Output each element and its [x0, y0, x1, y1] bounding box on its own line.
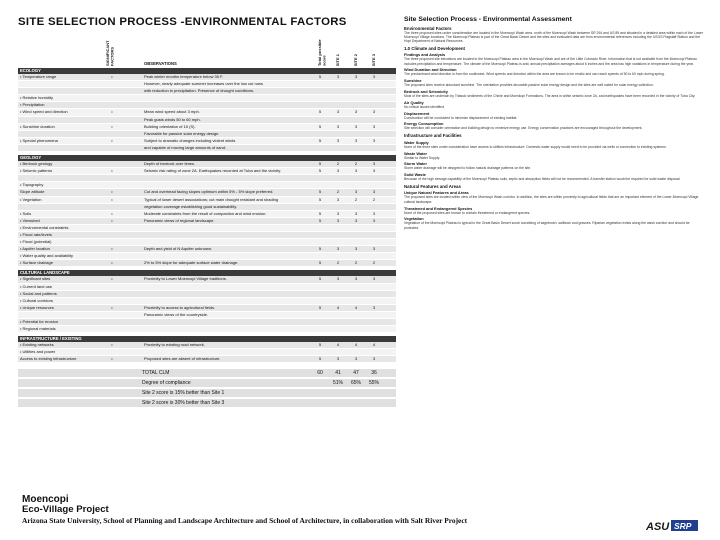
significance-dot: •: [111, 196, 113, 202]
factor-table: [18, 68, 396, 366]
site2-score-cell: 3: [354, 356, 358, 362]
total-possible-cell: 5: [318, 246, 322, 252]
comparison-note-2: Site 2 score is 30% better than Site 3: [18, 399, 396, 407]
assessment-subheading: Vegetation: [404, 216, 424, 222]
environmental-factors-panel: [18, 16, 396, 409]
col-observations: OBSERVATIONS: [144, 61, 177, 66]
right-title: Site Selection Process - Environmental Assessment: [404, 16, 572, 23]
factor-cell: • Special phenomena: [20, 137, 58, 143]
factor-cell: • Bedrock geology: [20, 161, 53, 167]
site2-score-cell: 4: [354, 304, 358, 310]
site3-score-cell: 3: [372, 210, 376, 216]
factor-cell: • Vegetation: [20, 196, 42, 202]
site2-score-cell: 3: [354, 217, 358, 223]
site1-score-cell: 3: [336, 217, 340, 223]
table-row: [18, 168, 396, 175]
factor-cell: • Surface drainage: [20, 260, 53, 266]
total-site2-value: 47: [353, 370, 359, 377]
table-row: [18, 81, 396, 88]
col-total-possible: Total possible score: [317, 39, 327, 66]
factor-cell: • Wind speed and direction: [20, 109, 68, 115]
total-possible-cell: 5: [318, 109, 322, 115]
assessment-paragraph: Because of the high sewage capability of the Moencopi Plateau soils, septic and absorption fields will not be recommended. A transfer station would be required for solid waste disposal.: [404, 177, 681, 182]
observation-cell: Seismic risk rating of zone 2A. Earthquakes recorded at Tuba and the vicinity.: [144, 168, 282, 174]
factor-section: [18, 68, 396, 152]
total-possible-value: 60: [317, 370, 323, 377]
significance-dot: •: [111, 276, 113, 282]
table-row: [18, 211, 396, 218]
comparison-note-1: Site 2 score is 15% better than Site 1: [18, 389, 396, 397]
factor-cell: • Social and patterns: [20, 290, 57, 296]
table-row: [18, 197, 396, 204]
assessment-subheading: Threatened and Endangered Species: [404, 205, 473, 211]
table-row: [18, 189, 396, 196]
table-row: [18, 124, 396, 131]
factor-cell: Slope attitude: [20, 189, 45, 195]
observation-cell: 2% to 5% slope for adequate surface water drainage.: [144, 260, 239, 266]
factor-cell: • Significant sites: [20, 276, 51, 282]
factor-cell: • Potential for erosion: [20, 319, 59, 324]
total-row: [18, 369, 396, 377]
significance-dot: •: [111, 246, 113, 252]
significance-dot: •: [111, 304, 113, 310]
table-row: [18, 276, 396, 283]
factor-cell: • Utilities and power: [20, 349, 56, 355]
compliance-row: [18, 379, 396, 387]
assessment-subheading: Displacement: [404, 110, 430, 116]
assessment-subheading: Unique Natural Features and Areas: [404, 190, 469, 196]
total-possible-cell: 5: [318, 260, 322, 266]
factor-cell: • Flood rate/levels: [20, 231, 52, 237]
assessment-heading: 1.0 Climate and Development: [404, 45, 465, 51]
significance-dot: •: [111, 74, 113, 79]
site1-score-cell: 3: [336, 196, 340, 202]
table-row: [18, 225, 396, 232]
assessment-heading: Natural Features and Areas: [404, 183, 461, 189]
assessment-paragraph: None of the proposed sites are known to contain threatened or endangered species.: [404, 210, 531, 215]
compliance-site3-value: 55%: [368, 380, 379, 387]
site2-score-cell: 2: [354, 260, 358, 266]
factor-cell: • Cultural corridors: [20, 297, 53, 303]
observation-cell: Moderate constraints from the result of compaction and wind erosion.: [144, 210, 267, 216]
assessment-subheading: Waste Water: [404, 150, 428, 156]
observation-cell: Proximity to Lower Moencopi Village traditions.: [144, 276, 227, 282]
factor-cell: • Aquifer location: [20, 246, 50, 252]
site1-score-cell: 2: [336, 161, 340, 167]
left-title: SITE SELECTION PROCESS -ENVIRONMENTAL FACTORS: [18, 16, 347, 28]
table-row: [18, 342, 396, 349]
project-name-line1: Moencopi: [22, 494, 69, 505]
observation-cell: and capable of moving large amounts of sand.: [144, 144, 227, 150]
site1-score-cell: 4: [336, 342, 340, 348]
total-site3-value: 36: [371, 370, 377, 377]
table-row: [18, 246, 396, 253]
assessment-subheading: Storm Water: [404, 161, 427, 167]
table-row: [18, 284, 396, 291]
table-row: [18, 88, 396, 95]
observation-cell: with reduction in precipitation. Presence of drought conditions.: [144, 88, 255, 94]
total-possible-cell: 5: [318, 196, 322, 202]
table-row: [18, 161, 396, 168]
assessment-subheading: Energy Consumption: [404, 121, 444, 127]
table-row: [18, 117, 396, 124]
factor-section: [18, 270, 396, 333]
site3-score-cell: 3: [372, 217, 376, 223]
site1-score-cell: 3: [336, 276, 340, 282]
factor-cell: • Water quality and availability: [20, 253, 74, 259]
assessment-paragraph: The predominant wind direction is from the southwest. Wind speeds and direction within the area are known to be erratic and can reach speeds of 50 to 60 mph during spring.: [404, 72, 665, 77]
significance-dot: •: [111, 109, 113, 115]
compliance-label: Degree of compliance: [142, 380, 191, 387]
site2-score-cell: 3: [354, 189, 358, 195]
col-site-3: SITE 3: [371, 53, 376, 66]
factor-cell: • Viewshed: [20, 217, 40, 223]
factor-section: [18, 155, 396, 267]
observation-cell: Depth and yield of N Aquifer unknown.: [144, 246, 213, 252]
site3-score-cell: 4: [372, 342, 376, 348]
table-row: [18, 138, 396, 145]
assessment-paragraph: Storm water drainage will be designed to follow natural drainage patterns on the site.: [404, 166, 532, 171]
environmental-assessment-panel: [404, 16, 704, 230]
site2-score-cell: 3: [354, 137, 358, 143]
table-column-headers: [18, 30, 396, 68]
site3-score-cell: 2: [372, 260, 376, 266]
assessment-subheading: Solid Waste: [404, 172, 426, 178]
site3-score-cell: 3: [372, 74, 376, 79]
factor-cell: • Seismic patterns: [20, 168, 53, 174]
total-possible-cell: 5: [318, 276, 322, 282]
total-possible-cell: 5: [318, 210, 322, 216]
site2-score-cell: 3: [354, 210, 358, 216]
observation-cell: Cut and overhead facing slopes optimum within 5% - 5% slope preferred.: [144, 189, 274, 195]
assessment-paragraph: Similar to Water Supply.: [404, 155, 440, 160]
site1-score-cell: 3: [336, 109, 340, 115]
factor-cell: • Existing networks: [20, 342, 54, 348]
compliance-site1-value: 51%: [332, 380, 343, 387]
table-row: [18, 305, 396, 312]
observation-cell: Proximity to existing road network.: [144, 342, 205, 348]
compliance-site2-value: 65%: [350, 380, 361, 387]
total-possible-cell: 5: [318, 304, 322, 310]
site1-score-cell: 2: [336, 189, 340, 195]
table-row: [18, 218, 396, 225]
site2-score-cell: 3: [354, 74, 358, 79]
observation-cell: Favorable for passive solar energy design.: [144, 130, 220, 136]
assessment-subheading: Findings and Analysis: [404, 52, 446, 58]
observation-cell: Depth of bedrock over times.: [144, 161, 196, 167]
section-header: GEOLOGY: [18, 155, 396, 161]
assessment-paragraph: No critical issues identified.: [404, 104, 445, 109]
significance-dot: •: [111, 217, 113, 223]
project-footer: [22, 494, 467, 525]
table-row: [18, 145, 396, 152]
factor-cell: • Temperature range: [20, 74, 57, 79]
site1-score-cell: 3: [336, 168, 340, 174]
significance-dot: •: [111, 189, 113, 195]
table-row: [18, 326, 396, 333]
table-row: [18, 131, 396, 138]
assessment-subheading: Wind Duration and Direction: [404, 67, 457, 73]
assessment-paragraph: Construction will be conducted to minimize displacement of existing habitat.: [404, 115, 518, 120]
factor-cell: • Current land use: [20, 283, 53, 289]
assessment-paragraph: Most of the sites are underlain by Triassic sediments of the Chinle and Moenkopi Formations. The area is within seismic zone 2A, and earthquakes have been recorded in the vicinity of Tuba City.: [404, 94, 696, 99]
factor-section: [18, 336, 396, 363]
factor-cell: • Unique resources: [20, 304, 54, 310]
table-row: [18, 74, 396, 81]
assessment-paragraph: The proposed sites receive abundant sunshine. The orientation provides favorable passive solar energy design and the sites are well suited for solar energy collection.: [404, 83, 654, 88]
collaboration-credit: Arizona State University, School of Planning and Landscape Architecture and School of Architecture, in collaboration with Salt River Project: [22, 516, 468, 525]
observation-cell: Panoramic views of the countryside.: [144, 311, 209, 317]
significance-dot: •: [111, 137, 113, 143]
observation-cell: vegetation coverage establishing good sustainability.: [144, 203, 238, 209]
table-row: [18, 204, 396, 211]
srp-logo-text: SRP: [674, 521, 692, 531]
site3-score-cell: 3: [372, 189, 376, 195]
table-row: [18, 253, 396, 260]
site1-score-cell: 3: [336, 123, 340, 129]
assessment-subheading: Air Quality: [404, 99, 424, 105]
factor-cell: • Topography: [20, 182, 44, 188]
observation-cell: Proposed sites are absent of infrastructure.: [144, 356, 221, 362]
total-possible-cell: 5: [318, 74, 322, 79]
observation-cell: Mean wind speed about 3 mph.: [144, 109, 200, 115]
table-row: [18, 232, 396, 239]
table-row: [18, 95, 396, 102]
table-row: [18, 291, 396, 298]
table-row: [18, 260, 396, 267]
total-possible-cell: 5: [318, 217, 322, 223]
site2-score-cell: 3: [354, 246, 358, 252]
assessment-paragraph: The three proposed sites under consideration are located in the Moencopi Wash area, north of the Moencopi Wash between SR 264 and US 89 and situated in a detailed area within each of the Lower Moencopi Village locations. The Moencopi Plateau is part of the Great Basin Desert and the sites and evaluated data are from environmental references including the USGS Flagstaff Station and the Hopi Department of Natural Resources.: [404, 30, 704, 44]
factor-cell: • Regional materials: [20, 326, 56, 332]
total-possible-cell: 5: [318, 168, 322, 174]
site1-score-cell: 3: [336, 246, 340, 252]
factor-cell: • Sunshine duration: [20, 123, 55, 129]
table-row: [18, 102, 396, 109]
site3-score-cell: 3: [372, 276, 376, 282]
significance-dot: •: [111, 123, 113, 129]
table-row: [18, 175, 396, 182]
table-row: [18, 349, 396, 356]
observation-cell: Typical of lower desert associations; cut main drought resistant and shading: [144, 196, 279, 202]
site1-score-cell: 3: [336, 137, 340, 143]
site3-score-cell: 3: [372, 161, 376, 167]
site2-score-cell: 3: [354, 109, 358, 115]
significance-dot: •: [111, 260, 113, 266]
site1-score-cell: 3: [336, 356, 340, 362]
col-significant-factors: SIGNIFICANT FACTORS: [105, 40, 115, 66]
factor-cell: • Soils: [20, 210, 32, 216]
site1-score-cell: 3: [336, 210, 340, 216]
factor-cell: • Environmental constraints: [20, 224, 69, 230]
observation-cell: Subject to dramatic changes including violent winds: [144, 137, 236, 143]
assessment-paragraph: The three proposed site elevations are located in the Moencopi Plateau area in the Moencopi Wash and are of the Little Colorado River. Information that is not available from the Moencopi Plateau includes precipitation and temperature. The climate of the Moencopi Plateau is arid; annual precipitation averages about 6 inches and the area has high variations in temperature during the year.: [404, 57, 697, 66]
observation-cell: However, nearly adequate summer increases over the low cut rows: [144, 81, 263, 87]
site3-score-cell: 3: [372, 137, 376, 143]
total-label: TOTAL CLM: [142, 370, 170, 377]
section-header: INFRASTRUCTURE / EXISTING: [18, 336, 396, 342]
factor-cell: • Relative humidity: [20, 95, 53, 101]
assessment-heading: Environmental Factors: [404, 25, 452, 31]
site1-score-cell: 3: [336, 74, 340, 79]
table-row: [18, 312, 396, 319]
site2-score-cell: 4: [354, 342, 358, 348]
factor-cell: • Flood (potential): [20, 239, 52, 245]
observation-cell: Peak winter months temperature below 35 F.: [144, 74, 224, 79]
site3-score-cell: 3: [372, 246, 376, 252]
total-possible-cell: 5: [318, 137, 322, 143]
site3-score-cell: 2: [372, 196, 376, 202]
observation-cell: Panoramic views of regional landscape.: [144, 217, 215, 223]
assessment-subheading: Sunshine: [404, 78, 422, 84]
total-possible-cell: 5: [318, 161, 322, 167]
significance-dot: •: [111, 342, 113, 348]
total-possible-cell: 5: [318, 189, 322, 195]
assessment-paragraph: Vegetation of the Moencopi Plateau is typical to the Great Basin Desert scrub consisting of sagebrush, saltbush and grasses. Riparian vegetation exists along the wash corridor and should be protected.: [404, 221, 690, 230]
factor-cell: Access to existing infrastructure: [20, 356, 77, 362]
site3-score-cell: 3: [372, 356, 376, 362]
assessment-subheading: Water Supply: [404, 139, 429, 145]
table-row: [18, 109, 396, 116]
table-row: [18, 319, 396, 326]
observation-cell: Building orientation of 15 (S).: [144, 123, 196, 129]
assessment-subheading: Bedrock and Seismicity: [404, 89, 448, 95]
assessment-heading: Infrastructure and Facilities: [404, 133, 462, 139]
col-site-1: SITE 1: [335, 53, 340, 66]
site3-score-cell: 3: [372, 123, 376, 129]
total-site1-value: 41: [335, 370, 341, 377]
table-row: [18, 298, 396, 305]
significance-dot: •: [111, 356, 113, 362]
site2-score-cell: 2: [354, 161, 358, 167]
significance-dot: •: [111, 168, 113, 174]
site3-score-cell: 3: [372, 168, 376, 174]
assessment-paragraph: The proposed sites are located within view of the Moencopi Wash corridor. In addition, the sites are within proximity to agricultural fields that are an important element of the Lower Moencopi Village cultural landscape.: [404, 195, 699, 204]
factor-cell: • Precipitation: [20, 102, 45, 108]
observation-cell: Peak gusts winds 50 to 60 mph.: [144, 116, 201, 122]
site3-score-cell: 3: [372, 109, 376, 115]
section-header: CULTURAL LANDSCAPE: [18, 270, 396, 276]
total-possible-cell: 5: [318, 342, 322, 348]
asu-logo-text: ASU: [646, 521, 670, 532]
site3-score-cell: 3: [372, 304, 376, 310]
total-possible-cell: 5: [318, 356, 322, 362]
total-possible-cell: 5: [318, 123, 322, 129]
significance-dot: •: [111, 210, 113, 216]
asu-srp-logo-icon: [646, 519, 698, 532]
project-name-line2: Eco-Village Project: [22, 504, 109, 515]
section-header: ECOLOGY: [18, 68, 396, 74]
table-row: [18, 239, 396, 246]
site2-score-cell: 2: [354, 196, 358, 202]
section-gap: [18, 363, 396, 366]
col-site-2: SITE 2: [353, 53, 358, 66]
site2-score-cell: 3: [354, 276, 358, 282]
assessment-paragraph: None of the three sites under consideration have access to utilities infrastructure. Domestic water supply would need to be provided via wells or connection to existing systems.: [404, 144, 667, 149]
table-row: [18, 356, 396, 363]
site1-score-cell: 4: [336, 304, 340, 310]
table-row: [18, 182, 396, 189]
observation-cell: Proximity to access to agricultural fields.: [144, 304, 216, 310]
site2-score-cell: 3: [354, 168, 358, 174]
summary-block: [18, 369, 396, 407]
site1-score-cell: 2: [336, 260, 340, 266]
assessment-text: [404, 26, 704, 230]
site2-score-cell: 3: [354, 123, 358, 129]
assessment-paragraph: Site selection will consider orientation and building design to minimize energy use. Energy conservation practices are encouraged throughout the development.: [404, 126, 643, 131]
